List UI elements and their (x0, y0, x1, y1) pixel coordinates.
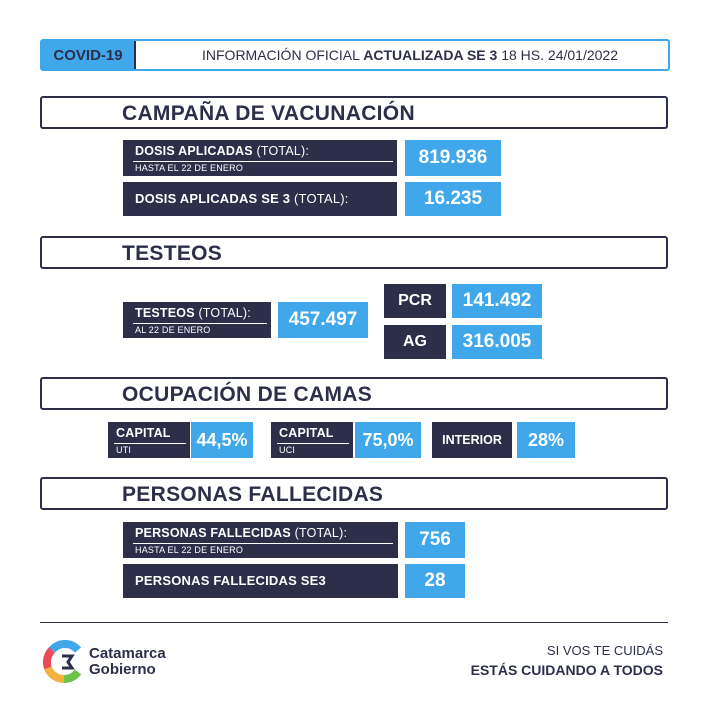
capital-uti-label: CAPITAL (116, 426, 171, 440)
fallecidos-header (40, 477, 668, 510)
vacunacion-total-label-light: (TOTAL): (256, 144, 310, 158)
vacunacion-se-value: 16.235 (405, 182, 501, 216)
covid-badge-label: COVID-19 (53, 46, 123, 64)
fallecidos-title: PERSONAS FALLECIDAS (122, 483, 384, 506)
capital-uti-divider (114, 443, 186, 444)
vacunacion-se-label-light: (TOTAL): (294, 191, 349, 206)
update-info-bold: ACTUALIZADA SE 3 (363, 47, 498, 63)
testeos-total-label-light: (TOTAL): (198, 306, 251, 320)
camas-header (40, 377, 668, 410)
fallecidos-se-value: 28 (405, 564, 465, 598)
update-info (202, 47, 618, 63)
vacunacion-total-sub: HASTA EL 22 DE ENERO (135, 163, 244, 173)
capital-uci-label: CAPITAL (279, 426, 334, 440)
pcr-label: PCR (384, 284, 446, 318)
vacunacion-total-label (135, 144, 309, 158)
fallecidos-total-value: 756 (405, 522, 465, 558)
slogan (471, 643, 663, 678)
fallecidos-se-label: PERSONAS FALLECIDAS SE3 (135, 573, 326, 588)
testeos-total-value: 457.497 (278, 302, 368, 338)
vacunacion-se-label-box (123, 182, 397, 216)
fallecidos-total-label-bold: PERSONAS FALLECIDAS (135, 526, 291, 540)
capital-uci-label-box (271, 422, 353, 458)
capital-uci-value: 75,0% (355, 422, 421, 458)
update-info-date: 18 HS. 24/01/2022 (501, 47, 618, 63)
capital-uci-sub: UCI (279, 445, 296, 455)
testeos-total-label-box (123, 302, 271, 338)
vacunacion-total-value: 819.936 (405, 140, 501, 176)
vacunacion-se-label (135, 191, 349, 206)
fallecidos-total-divider (133, 543, 393, 544)
capital-uti-sub: UTI (116, 445, 132, 455)
fallecidos-total-label-light: (TOTAL): (294, 526, 348, 540)
slogan-line-2: ESTÁS CUIDANDO A TODOS (470, 662, 663, 678)
capital-uti-label-box (108, 422, 190, 458)
footer-divider (40, 622, 668, 623)
fallecidos-total-label-box (123, 522, 398, 558)
logo-line-2: Gobierno (89, 661, 156, 678)
fallecidos-se-label-box (123, 564, 398, 598)
testeos-total-label-bold: TESTEOS (135, 306, 195, 320)
covid-badge (42, 41, 136, 69)
ag-value: 316.005 (452, 325, 542, 359)
capital-uti-value: 44,5% (191, 422, 253, 458)
catamarca-logo (42, 640, 86, 684)
vacunacion-se-label-bold: DOSIS APLICADAS SE 3 (135, 191, 291, 206)
interior-label: INTERIOR (432, 422, 512, 458)
camas-title: OCUPACIÓN DE CAMAS (122, 383, 373, 406)
logo-line-1: Catamarca (89, 645, 166, 662)
catamarca-c-icon (42, 640, 86, 684)
testeos-header (40, 236, 668, 269)
fallecidos-total-sub: HASTA EL 22 DE ENERO (135, 545, 244, 555)
slogan-line-1: SI VOS TE CUIDÁS (546, 643, 663, 658)
top-bar (40, 39, 670, 71)
update-info-prefix: INFORMACIÓN OFICIAL (202, 47, 360, 63)
ag-label: AG (384, 325, 446, 359)
testeos-total-divider (133, 323, 267, 324)
catamarca-logo-text (89, 646, 166, 678)
fallecidos-total-label (135, 526, 347, 540)
capital-uci-divider (277, 443, 349, 444)
interior-value: 28% (517, 422, 575, 458)
testeos-title: TESTEOS (122, 242, 223, 265)
vacunacion-total-divider (133, 161, 393, 162)
testeos-total-sub: AL 22 DE ENERO (135, 325, 211, 335)
vacunacion-total-label-box (123, 140, 397, 176)
vacunacion-header (40, 96, 668, 129)
pcr-value: 141.492 (452, 284, 542, 318)
vacunacion-title: CAMPAÑA DE VACUNACIÓN (122, 102, 415, 125)
testeos-total-label (135, 306, 251, 320)
vacunacion-total-label-bold: DOSIS APLICADAS (135, 144, 253, 158)
